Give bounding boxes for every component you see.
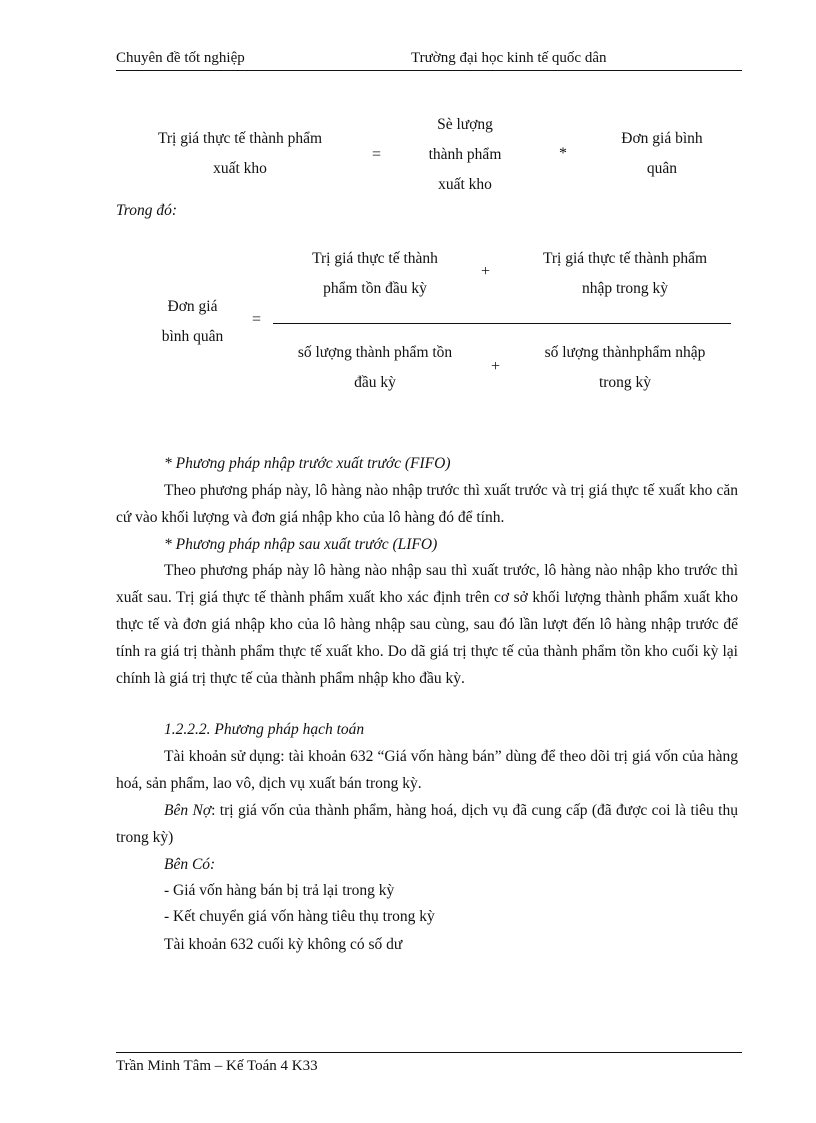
closing-line: Tài khoản 632 cuối kỳ không có số dư — [164, 936, 403, 953]
formula2-lhs: Đơn giá bình quân — [161, 298, 224, 345]
section-heading: 1.2.2.2. Phương pháp hạch toán — [164, 721, 365, 738]
debit-label: Bên Nợ — [164, 802, 212, 819]
debit-text: : trị giá vốn của thành phẩm, hàng hoá, dịch vụ đã cung cấp (đã được coi là tiêu thụ trong kỳ) — [116, 802, 738, 846]
lifo-paragraph: Theo phương pháp này lô hàng nào nhập sau thì xuất trước, lô hàng nào nhập kho trước thì xuất sau. Trị giá thực tế thành phẩm xuất kho xác định trên cơ sở khối lượng thành phẩm xuất kho thực tế và đơn giá nhập kho của lô hàng nhập sau cùng, sau đó lần lượt đến lô hàng nhập trước để tính ra giá trị thành phẩm thực tế xuất kho. Do dã giá trị thực tế của thành phẩm tồn kho cuối kỳ lại chính là giá trị thực tế của thành phẩm nhập kho đầu kỳ. — [116, 562, 738, 687]
formula2-denominator-a: số lượng thành phẩm tồn đầu kỳ — [297, 344, 453, 391]
header-rule — [116, 70, 742, 71]
formula2-fraction-bar — [273, 323, 731, 324]
account-paragraph: Tài khoản sử dụng: tài khoản 632 “Giá vốn hàng bán” dùng để theo dõi trị giá vốn của hàng hoá, sản phẩm, lao vô, dịch vụ xuất bán trong kỳ. — [116, 748, 738, 792]
formula2-plus-bottom: + — [491, 358, 501, 375]
formula1-unit-price: Đơn giá bình quân — [621, 130, 703, 177]
footer-author: Trần Minh Tâm – Kế Toán 4 K33 — [116, 1058, 318, 1074]
formula2-numerator-a: Trị giá thực tế thành phẩm tồn đầu kỳ — [312, 250, 438, 297]
lifo-heading: * Phương pháp nhập sau xuất trước (LIFO) — [164, 536, 438, 553]
debit-paragraph — [116, 797, 738, 851]
formula2-denominator-b: số lượng thànhphẩm nhập trong kỳ — [544, 344, 706, 391]
fifo-paragraph: Theo phương pháp này, lô hàng nào nhập trước thì xuất trước và trị giá thực tế xuất kho căn cứ vào khối lượng và đơn giá nhập kho của lô hàng đó để tính. — [116, 482, 738, 526]
formula1-times: * — [559, 145, 567, 162]
credit-item-1: - Giá vốn hàng bán bị trả lại trong kỳ — [164, 882, 395, 899]
credit-item-2: - Kết chuyển giá vốn hàng tiêu thụ trong kỳ — [164, 908, 435, 925]
credit-label: Bên Có: — [164, 856, 216, 873]
formula1-lhs: Trị giá thực tế thành phẩm xuất kho — [157, 130, 323, 177]
formula2-plus-top: + — [481, 263, 491, 280]
where-label: Trong đó: — [116, 202, 178, 219]
formula1-equals: = — [372, 146, 382, 163]
header-left: Chuyên đề tốt nghiệp — [116, 50, 245, 66]
footer-rule — [116, 1052, 742, 1053]
formula2-equals: = — [252, 311, 262, 328]
formula2-numerator-b: Trị giá thực tế thành phẩm nhập trong kỳ — [542, 250, 708, 297]
formula1-quantity: Sè lượng thành phẩm xuất kho — [428, 116, 502, 193]
fifo-heading: * Phương pháp nhập trước xuất trước (FIFO) — [164, 455, 451, 472]
header-right: Trường đại học kinh tế quốc dân — [411, 50, 607, 66]
